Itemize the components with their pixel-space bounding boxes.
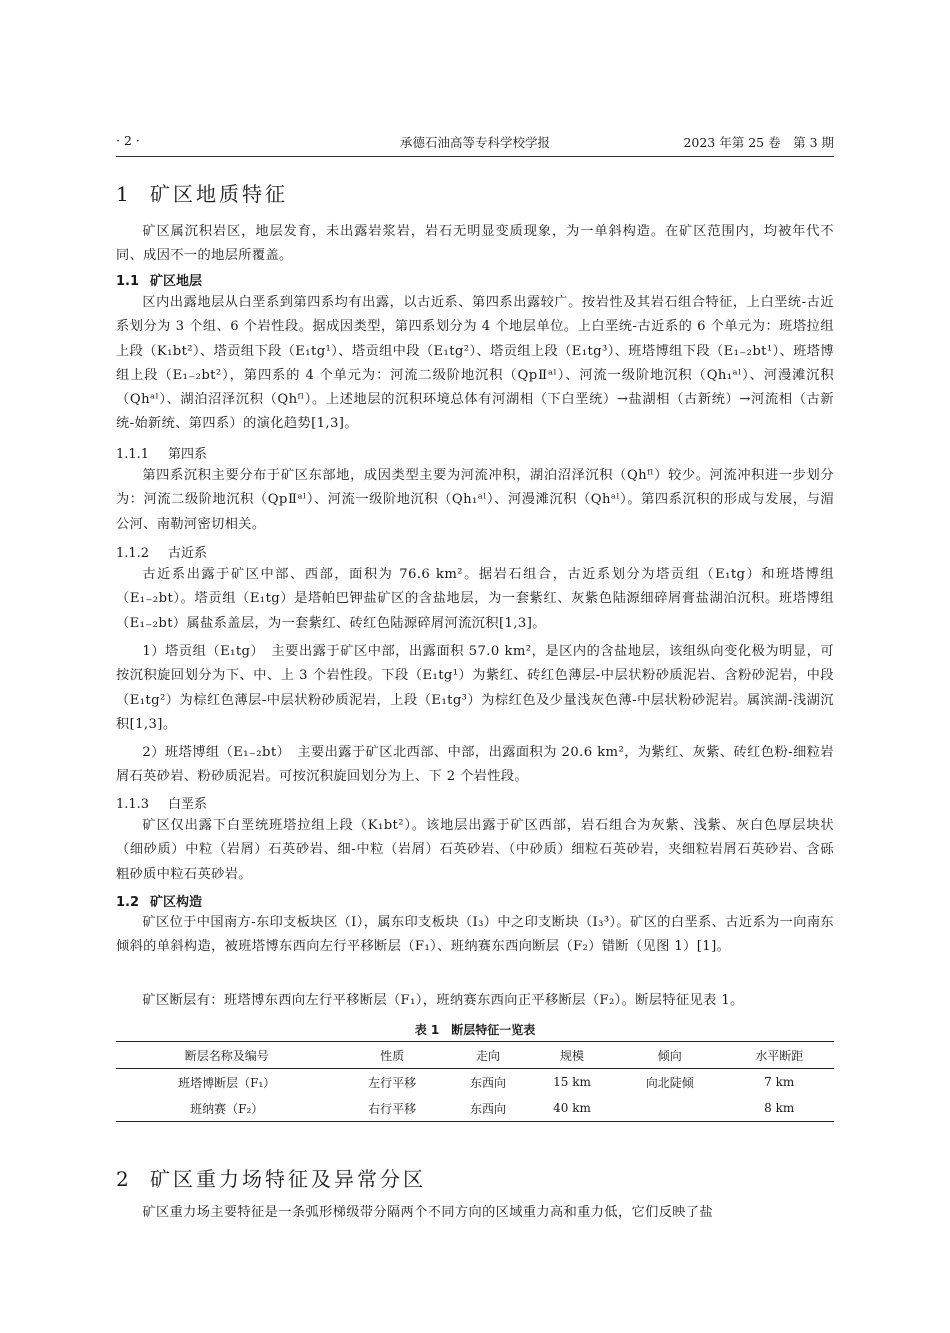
paragraph: 古近系出露于矿区中部、西部，面积为 76.6 km²。据岩石组合，古近系划分为塔贡组（E₁tg）和班塔博组（E₁₋₂bt）。塔贡组（E₁tg）是塔帕巴钾盐矿区的含盐地层，为一套紫红、灰紫色陆源细碎屑膏盐湖泊沉积。班塔博组（E₁₋₂bt）属盐系盖层，为一套紫红、砖红色陆源碎屑河流沉积[1,3]。 [116,567,834,631]
section-title: 矿区地层 [150,274,203,289]
section-1-1-heading [116,270,202,289]
table-cell: 班塔博断层（F₁） [178,1075,276,1090]
section-number: 1.1.1 [116,447,150,462]
paragraph: 1）塔贡组（E₁tg） 主要出露于矿区中部，出露面积 57.0 km²，是区内的含盐地层，该组纵向变化极为明显，可按沉积旋回划分为下、中、上 3 个岩性段。下段（E₁tg¹）为紫红、砖红色薄层-中层状粉砂质泥岩、含粉砂泥岩，中段（E₁tg²）为棕红色薄层-中层状粉砂质泥岩，上段（E₁tg³）为棕红色及少量浅灰色薄-中层状粉砂泥岩。属滨湖-浅湖沉积[1,3]。 [116,644,834,732]
table-cell: 东西向 [447,1095,529,1122]
column-header: 倾向 [615,1042,724,1069]
table-cell [615,1095,724,1122]
section-1-1-1-heading [116,443,207,462]
section-1-1-3-heading [116,793,207,812]
column-header: 性质 [337,1042,446,1069]
column-header: 规模 [529,1042,615,1069]
section-title: 矿区构造 [150,895,203,910]
paragraph: 2）班塔博组（E₁₋₂bt） 主要出露于矿区北西部、中部，出露面积为 20.6 km²，为紫红、灰紫、砖红色粉-细粒岩屑石英砂岩、粉砂质泥岩。可按沉积旋回划分为上、下 2 个岩性段。 [116,745,834,785]
table-cell: 东西向 [469,1075,506,1090]
table-caption: 表 1 断层特征一览表 [414,1023,536,1037]
section-1-2-heading [116,891,202,910]
paragraph: 第四系沉积主要分布于矿区东部地，成因类型主要为河流冲积，湖泊沼泽沉积（Qhᶠˡ）较少。河流冲积进一步划分为：河流二级阶地沉积（QpⅡᵃˡ）、河流一级阶地沉积（Qh₁ᵃˡ）、河漫滩沉积（Qhᵃˡ）。第四系沉积的形成与发展，与湄公河、南勒河密切相关。 [116,468,834,532]
column-header: 走向 [447,1042,529,1069]
column-header: 水平断距 [724,1042,834,1069]
paragraph: 矿区位于中国南方-东印支板块区（Ⅰ），属东印支板块（Ⅰ₃）中之印支断块（Ⅰ₃³）。矿区的白垩系、古近系为一向南东倾斜的单斜构造，被班塔博东西向左行平移断层（F₁）、班纳赛东西向断层（F₂）错断（见图 1）[1]。 [116,915,834,955]
table-row [116,1069,834,1096]
table-cell: 15 km [553,1075,591,1089]
running-header [116,133,834,153]
section-number: 1.1.2 [116,546,150,561]
table-cell: 40 km [529,1095,615,1122]
table-header-row [116,1042,834,1069]
paragraph: 区内出露地层从白垩系到第四系均有出露，以古近系、第四系出露较广。按岩性及其岩石组合特征，上白垩统-古近系划分为 3 个组、6 个岩性段。据成因类型，第四系划分为 4 个地层单位。上白垩统-古近系的 6 个单元为：班塔拉组上段（K₁bt²）、塔贡组下段（E₁tg¹）、塔贡组中段（E₁tg²）、塔贡组上段（E₁tg³）、班塔博组下段（E₁₋₂bt¹）、班塔博组上段（E₁₋₂bt²），第四系的 4 个单元为：河流二级阶地沉积（QpⅡᵃˡ）、河流一级阶地沉积（Qh₁ᵃˡ）、河漫滩沉积（Qhᵃˡ）、湖泊沼泽沉积（Qhᶠˡ）。上述地层的沉积环境总体有河湖相（下白垩统）→盐湖相（古新统）→河流相（古新统-始新统、第四系）的演化趋势[1,3]。 [116,295,834,432]
section-title: 第四系 [168,447,208,462]
volume-issue: 2023 年第 25 卷 第 3 期 [683,135,834,150]
section-title: 矿区重力场特征及异常分区 [150,1167,426,1191]
section-number: 2 [116,1167,132,1191]
section-1-heading [116,178,288,207]
section-title: 白垩系 [168,797,208,812]
table-cell: 7 km [764,1075,795,1089]
table-cell: 向北陡倾 [645,1075,694,1090]
section-2-heading [116,1163,426,1192]
table-cell: 8 km [724,1095,834,1122]
journal-name: 承德石油高等专科学校学报 [399,135,550,150]
section-number: 1.1.3 [116,797,150,812]
paragraph: 矿区断层有：班塔博东西向左行平移断层（F₁），班纳赛东西向正平移断层（F₂）。断层特征见表 1。 [142,993,744,1008]
section-number: 1.1 [116,274,140,289]
header-rule [116,156,834,157]
column-header: 断层名称及编号 [116,1042,337,1069]
section-number: 1.2 [116,895,140,910]
page-number: · 2 · [116,133,140,148]
paragraph: 矿区仅出露下白垩统班塔拉组上段（K₁bt²）。该地层出露于矿区西部，岩石组合为灰紫、浅紫、灰白色厚层块状（细砂质）中粒（岩屑）石英砂岩、细-中粒（岩屑）石英砂岩、（中砂质）细粒石英砂岩，夹细粒岩屑石英砂岩、含砾粗砂质中粒石英砂岩。 [116,818,834,882]
paragraph: 矿区重力场主要特征是一条弧形梯级带分隔两个不同方向的区域重力高和重力低，它们反映了盐 [142,1205,714,1220]
table-cell: 右行平移 [337,1095,446,1122]
paragraph: 矿区属沉积岩区，地层发育，未出露岩浆岩，岩石无明显变质现象，为一单斜构造。在矿区范围内，均被年代不同、成因不一的地层所覆盖。 [116,224,834,264]
table-cell: 班纳赛（F₂） [116,1095,337,1122]
section-number: 1 [116,182,132,206]
fault-table [116,1041,834,1122]
table-row [116,1095,834,1122]
section-title: 矿区地质特征 [150,182,288,206]
section-title: 古近系 [168,546,208,561]
section-1-1-2-heading [116,542,207,561]
table-cell: 左行平移 [368,1075,417,1090]
